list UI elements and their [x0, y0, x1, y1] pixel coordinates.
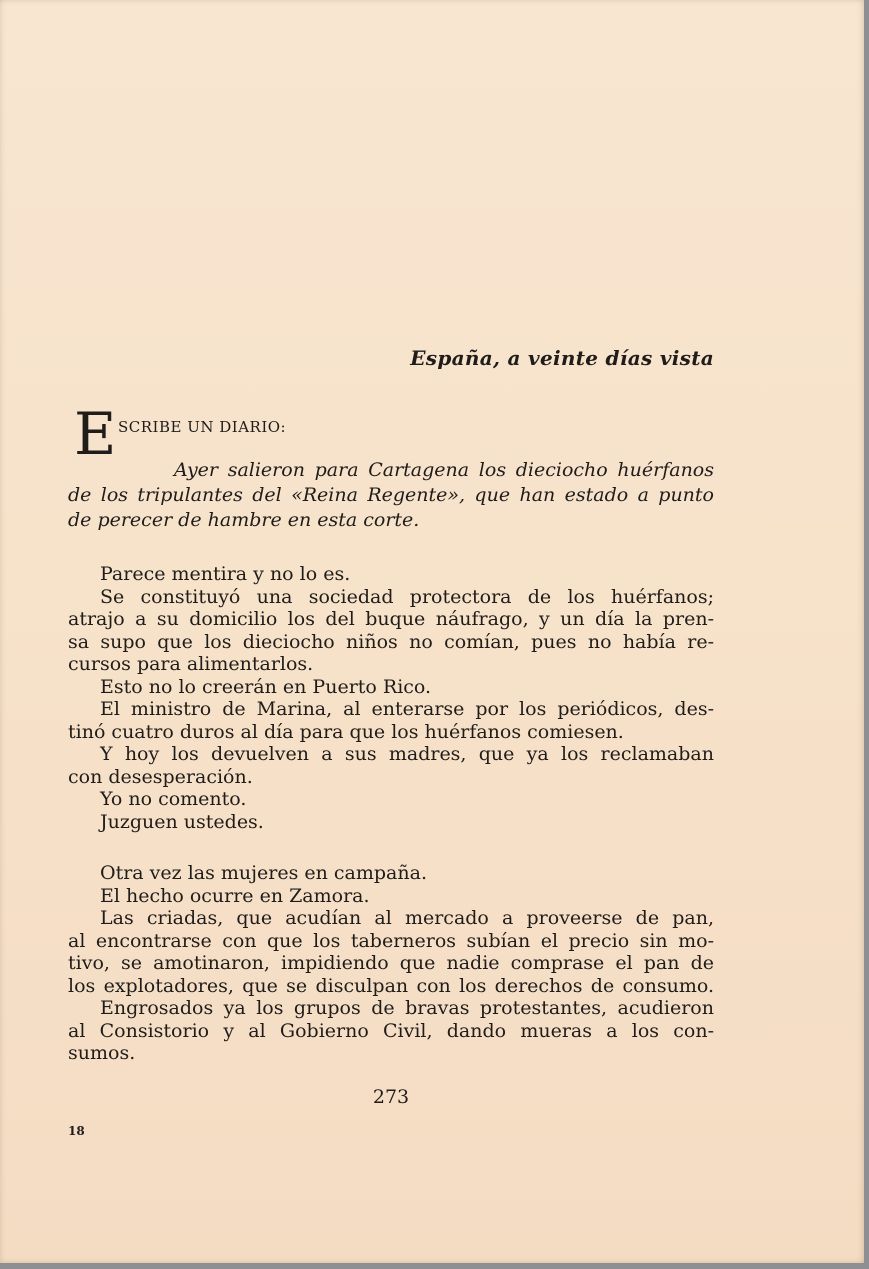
- text-line: los explotadores, que se disculpan con los derechos de consumo.: [68, 974, 714, 997]
- text-line: Se constituyó una sociedad protectora de los huérfanos;: [100, 585, 714, 608]
- text-line: El hecho ocurre en Zamora.: [100, 884, 370, 907]
- section-women: [68, 862, 714, 1065]
- quote-line: de los tripulantes del «Reina Regente», que han estado a punto: [68, 484, 714, 506]
- text-line: Engrosados ya los grupos de bravas protestantes, acudieron: [100, 997, 714, 1019]
- text-line: atrajo a su domicilio los del buque náufrago, y un día la pren-: [68, 608, 714, 630]
- text-line: Esto no lo creerán en Puerto Rico.: [100, 675, 432, 698]
- text-line: cursos para alimentarlos.: [68, 653, 314, 675]
- text-line: con desesperación.: [68, 765, 253, 788]
- page-number: 273: [372, 1086, 410, 1108]
- text-line: Parece mentira y no lo es.: [100, 563, 351, 585]
- text-line: sa supo que los dieciocho niños no comían, pues no había re-: [68, 630, 714, 653]
- text-line: Otra vez las mujeres en campaña.: [100, 862, 427, 884]
- text-line: al encontrarse con que los taberneros subían el precio sin mo-: [68, 929, 714, 952]
- text-line: sumos.: [68, 1042, 136, 1064]
- chapter-title: España, a veinte días vista: [410, 346, 714, 370]
- text-line: Y hoy los devuelven a sus madres, que ya los reclamaban: [100, 743, 714, 765]
- text-line: El ministro de Marina, al enterarse por los periódicos, des-: [100, 698, 714, 720]
- signature-mark: 18: [68, 1124, 85, 1138]
- quote-line: Ayer salieron para Cartagena los dieciocho huérfanos: [174, 459, 714, 481]
- quote-line: de perecer de hambre en esta corte.: [68, 509, 420, 531]
- text-line: Las criadas, que acudían al mercado a proveerse de pan,: [100, 907, 714, 929]
- text-line: Yo no comento.: [100, 788, 247, 810]
- text-line: al Consistorio y al Gobierno Civil, dando mueras a los con-: [68, 1019, 714, 1042]
- drop-cap: E: [74, 400, 117, 468]
- section-orphans: [68, 563, 714, 833]
- text-line: Juzguen ustedes.: [100, 810, 264, 833]
- text-line: tivo, se amotinaron, impidiendo que nadie comprase el pan de: [68, 952, 714, 974]
- text-line: tinó cuatro duros al día para que los huérfanos comiesen.: [68, 720, 624, 743]
- intro-lead-text: SCRIBE UN DIARIO:: [118, 418, 287, 436]
- quoted-news: [68, 458, 714, 533]
